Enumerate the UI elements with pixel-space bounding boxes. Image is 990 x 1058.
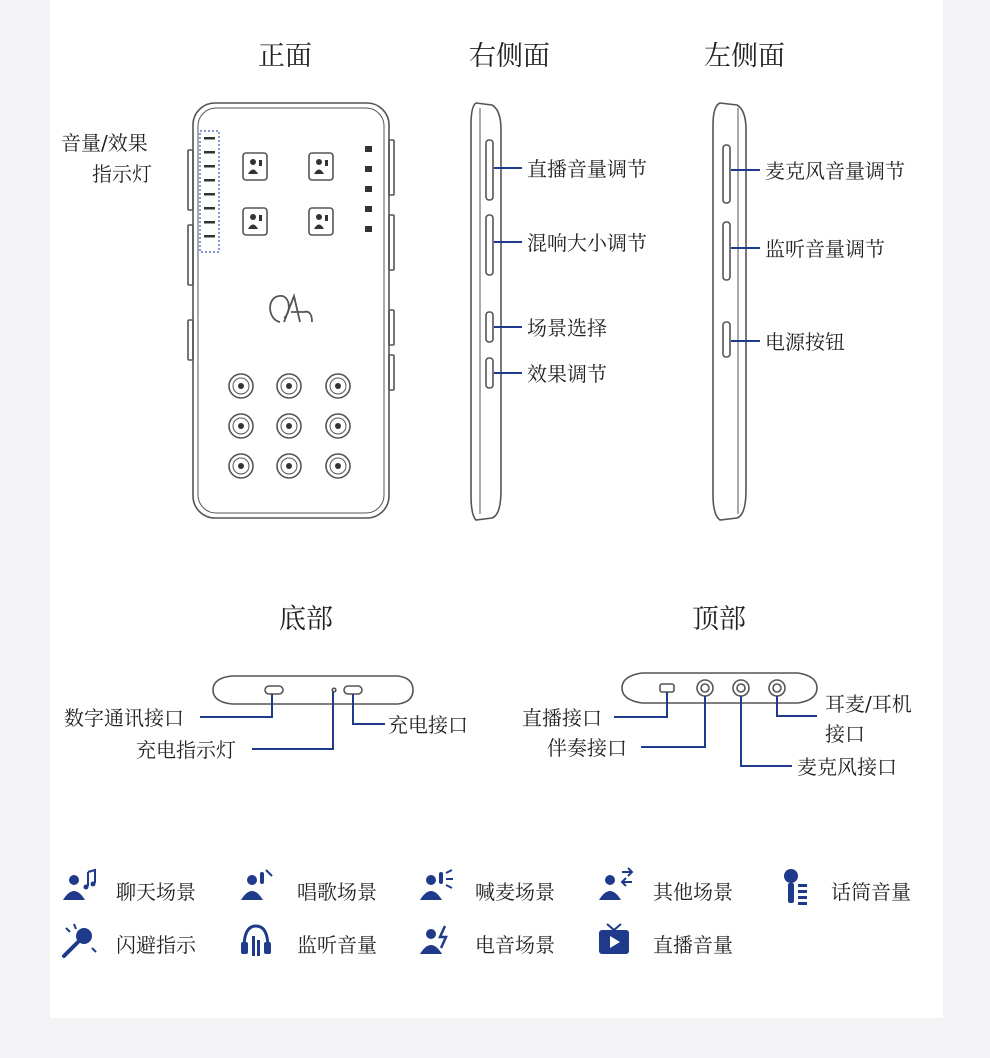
monitor-volume-icon <box>241 926 271 956</box>
legend-dodge-indicator: 闪避指示 <box>116 933 196 957</box>
legend-shout-scene: 喊麦场景 <box>475 880 555 904</box>
legend-other-scene: 其他场景 <box>653 880 733 904</box>
legend-chat-scene: 聊天场景 <box>116 880 196 904</box>
label-charge-led: 充电指示灯 <box>136 738 236 762</box>
label-mic-port: 麦克风接口 <box>797 755 897 779</box>
label-power: 电源按钮 <box>765 330 845 354</box>
mic-volume-icon <box>784 869 807 905</box>
title-left-side: 左侧面 <box>704 41 785 72</box>
legend-electro-scene: 电音场景 <box>475 933 555 957</box>
label-mic-volume: 麦克风音量调节 <box>765 159 905 183</box>
label-live-port: 直播接口 <box>522 706 602 730</box>
label-headset-line2: 接口 <box>825 722 865 746</box>
legend-live-volume: 直播音量 <box>653 933 733 957</box>
label-charge-port: 充电接口 <box>388 713 468 737</box>
label-indicator-line1: 音量/效果 <box>61 131 148 155</box>
label-headset-line1: 耳麦/耳机 <box>825 692 912 716</box>
sing-scene-icon <box>241 870 272 900</box>
title-bottom: 底部 <box>279 604 333 635</box>
label-digital-port: 数字通讯接口 <box>64 706 184 730</box>
legend-sing-scene: 唱歌场景 <box>297 880 377 904</box>
electro-scene-icon <box>420 926 446 954</box>
label-accomp-port: 伴奏接口 <box>547 736 627 760</box>
left-side-view <box>713 103 746 520</box>
legend-monitor-volume: 监听音量 <box>297 933 377 957</box>
label-reverb: 混响大小调节 <box>527 231 647 255</box>
top-view <box>622 673 817 703</box>
other-scene-icon <box>599 868 632 900</box>
label-effect: 效果调节 <box>527 362 607 386</box>
title-right-side: 右侧面 <box>469 41 550 72</box>
chat-scene-icon <box>63 870 96 900</box>
label-scene-select: 场景选择 <box>527 316 607 340</box>
legend-mic-volume: 话筒音量 <box>831 880 911 904</box>
live-volume-icon <box>599 924 629 954</box>
label-monitor-volume: 监听音量调节 <box>765 237 885 261</box>
bottom-view <box>213 676 413 704</box>
front-view <box>188 103 394 518</box>
shout-scene-icon <box>420 870 453 900</box>
dodge-indicator-icon <box>64 924 96 956</box>
right-side-view <box>471 103 501 520</box>
title-top: 顶部 <box>692 604 746 635</box>
title-front: 正面 <box>258 41 312 72</box>
label-live-volume: 直播音量调节 <box>527 157 647 181</box>
label-indicator-line2: 指示灯 <box>92 162 152 186</box>
